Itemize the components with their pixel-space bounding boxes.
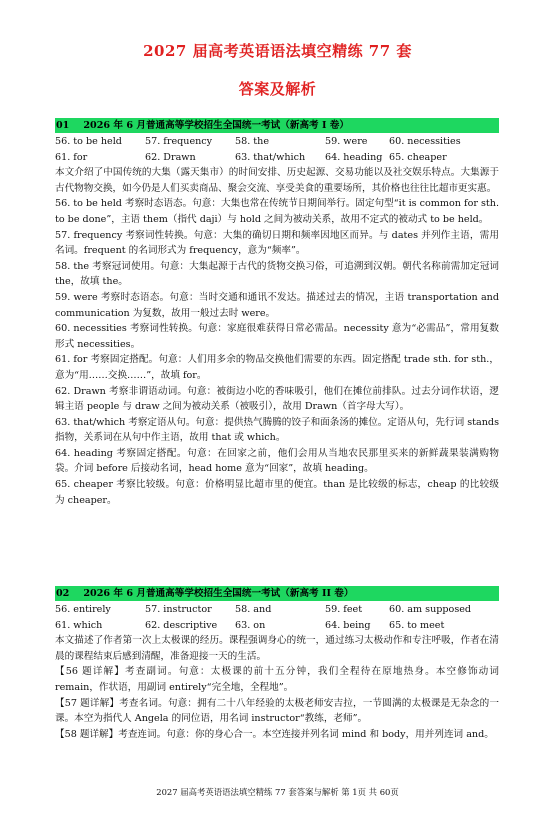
section-heading: 2026 年 6 月普通高等学校招生全国统一考试（新高考 I 卷） — [83, 120, 349, 131]
answer-row — [55, 602, 499, 618]
explanation-62: 62. Drawn 考察非谓语动词。句意：被街边小吃的香味吸引，他们在摊位前排队。过去分词作状语，逻辑主语 people 与 draw 之间为被动关系（被吸引），故用 Drawn（首字母大写）。 — [55, 385, 499, 413]
explanation-57: 57. frequency 考察词性转换。句意：大集的确切日期和频率因地区而异。与 dates 并列作主语，需用名词。frequent 的名词形式为 frequency，意为“频率”。 — [55, 229, 499, 257]
explanation-56: 【56 题详解】考查副词。句意：太极课的前十五分钟，我们全程待在原地热身。本空修饰动词 remain，作状语，用副词 entirely“完全地，全程地”。 — [55, 666, 499, 693]
explanation-60: 60. necessities 考察词性转换。句意：家庭很难获得日常必需品。necessity 意为“必需品”，常用复数形式 necessities。 — [55, 323, 499, 350]
answer-cell: 59. feet — [325, 604, 363, 615]
answer-cell: 63. that/which — [235, 151, 306, 163]
section-header — [55, 586, 499, 601]
passage-summary: 本文介绍了中国传统的大集（露天集市）的时间安排、历史起源、交易功能以及社交娱乐特点。大集源于古代物物交换，如今仍是人们买卖商品、聚会交流、享受美食的重要场所，其价格也往往比超市更实惠。 — [55, 167, 499, 194]
answer-cell: 64. heading — [325, 151, 383, 163]
explanation-64: 64. heading 考察固定搭配。句意：在回家之前，他们会用从当地农民那里买来的新鲜蔬果装满购物袋。介词 before 后接动名词，head home 意为“回家”，故填 heading。 — [55, 447, 499, 475]
explanation-59: 59. were 考察时态语态。句意：当时交通和通讯不发达。描述过去的情况，主语 transportation and communication 为复数，故用一般过去时 were。 — [55, 291, 499, 319]
answer-cell: 57. instructor — [145, 604, 212, 615]
answer-cell: 56. entirely — [55, 604, 111, 615]
answer-cell: 60. necessities — [389, 136, 461, 147]
explanation-58: 【58 题详解】考查连词。句意：你的身心合一。本空连接并列名词 mind 和 body，用并列连词 and。 — [55, 728, 494, 740]
answer-grid — [55, 602, 499, 633]
answer-cell: 61. which — [55, 619, 103, 631]
document-title: 2027 届高考英语语法填空精练 77 套 — [143, 42, 412, 60]
section-heading: 2026 年 6 月普通高等学校招生全国统一考试（新高考 II 卷） — [83, 588, 354, 599]
document-subtitle: 答案及解析 — [238, 80, 317, 98]
answer-cell: 62. descriptive — [145, 619, 218, 631]
explanation-63: 63. that/which 考察定语从句。句意：提供热气腾腾的饺子和面条汤的摊位。定语从句，先行词 stands 指物，关系词在从句中作主语，故用 that 或 which。 — [55, 416, 499, 444]
explanation-65: 65. cheaper 考察比较级。句意：价格明显比超市里的便宜。than 是比较级的标志，cheap 的比较级为 cheaper。 — [55, 479, 499, 506]
explanation-57: 【57 题详解】考查名词。句意：拥有二十八年经验的太极老师安吉拉，一节圆满的太极课是无杂念的一课。本空为指代人 Angela 的同位语，用名词 instructor“教练，老师”。 — [55, 697, 499, 725]
answer-cell: 62. Drawn — [145, 151, 196, 163]
answer-cell: 64. being — [325, 619, 371, 631]
section-number: 02 — [56, 588, 70, 599]
answer-cell: 57. frequency — [145, 136, 213, 147]
explanation-58: 58. the 考察冠词使用。句意：大集起源于古代的货物交换习俗，可追溯到汉朝。朝代名称前需加定冠词 the，故填 the。 — [55, 260, 499, 288]
section-01 — [55, 118, 499, 508]
page-footer: 2027 届高考英语语法填空精练 77 套答案与解析 第 1页 共 60页 — [156, 787, 399, 797]
passage-summary: 本文描述了作者第一次上太极课的经历。课程强调身心的统一，通过练习太极动作和专注呼吸，作者在清晨的课程结束后感到清醒，准备迎接一天的生活。 — [55, 635, 499, 662]
answer-cell: 63. on — [235, 619, 266, 631]
answer-row — [55, 150, 499, 166]
answer-cell: 65. cheaper — [389, 151, 447, 163]
answer-cell: 61. for — [55, 151, 88, 163]
answer-row — [55, 618, 499, 634]
section-number: 01 — [56, 120, 70, 131]
answer-cell: 56. to be held — [55, 136, 122, 147]
section-header — [55, 118, 499, 133]
answer-cell: 65. to meet — [389, 619, 445, 631]
explanation-61: 61. for 考察固定搭配。句意：人们用多余的物品交换他们需要的东西。固定搭配 trade sth. for sth.，意为“用……交换……”，故填 for。 — [55, 354, 499, 381]
answer-cell: 60. am supposed — [389, 604, 472, 615]
answer-row — [55, 134, 499, 150]
answer-cell: 58. the — [235, 136, 270, 147]
answer-cell: 58. and — [235, 604, 272, 615]
answer-cell: 59. were — [325, 136, 368, 147]
section-02 — [55, 586, 499, 742]
answer-grid — [55, 134, 499, 165]
explanation-56: 56. to be held 考察时态语态。句意：大集也常在传统节日期间举行。固定句型“it is common for sth. to be done”，主语 them（指代 daji）与 hold 之间为被动关系，故用不定式的被动式 to be held。 — [55, 198, 499, 225]
